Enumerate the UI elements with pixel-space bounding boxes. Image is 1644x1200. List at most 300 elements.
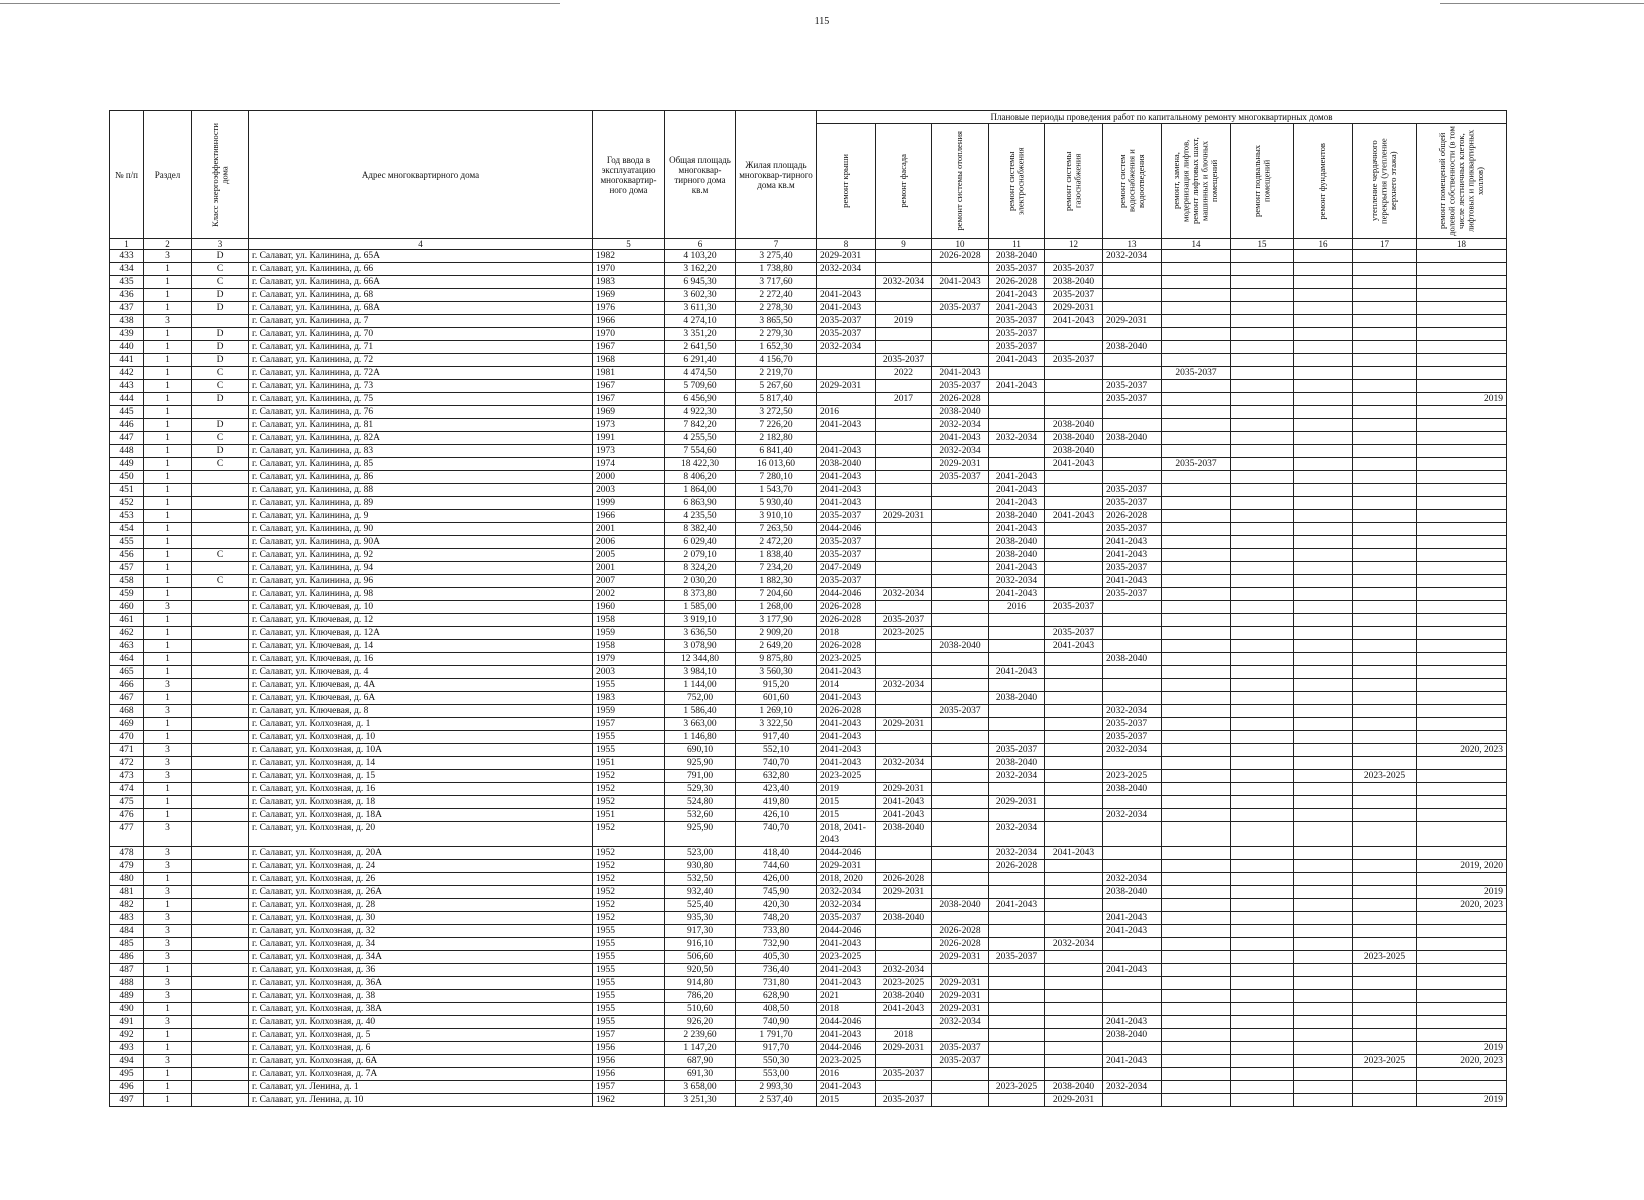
energy-class-cell	[192, 666, 249, 679]
table-row	[110, 809, 1507, 822]
address-cell: г. Салават, ул. Калинина, д. 89	[249, 497, 593, 510]
row-number-cell: 454	[110, 523, 144, 536]
living-area-cell: 3 865,50	[736, 315, 817, 328]
header-basement-repair: ремонт подвальных помещений	[1231, 124, 1294, 239]
common-premises-cell	[1417, 1016, 1507, 1029]
roof-repair-cell: 2041-2043	[817, 445, 876, 458]
roof-repair-cell: 2038-2040	[817, 458, 876, 471]
address-cell: г. Салават, ул. Ключевая, д. 12А	[249, 627, 593, 640]
attic-insulation-cell	[1353, 341, 1417, 354]
row-number-cell: 463	[110, 640, 144, 653]
address-cell: г. Салават, ул. Колхозная, д. 38А	[249, 1003, 593, 1016]
address-cell: г. Салават, ул. Колхозная, д. 34А	[249, 951, 593, 964]
year-cell: 1955	[593, 951, 665, 964]
living-area-cell: 1 791,70	[736, 1029, 817, 1042]
address-cell: г. Салават, ул. Калинина, д. 94	[249, 562, 593, 575]
foundation-repair-cell	[1294, 860, 1353, 873]
address-cell: г. Салават, ул. Ключевая, д. 4А	[249, 679, 593, 692]
total-area-cell: 523,00	[665, 847, 736, 860]
table-row	[110, 536, 1507, 549]
address-cell: г. Салават, ул. Ленина, д. 10	[249, 1094, 593, 1107]
foundation-repair-cell	[1294, 367, 1353, 380]
foundation-repair-cell	[1294, 1042, 1353, 1055]
attic-insulation-cell	[1353, 354, 1417, 367]
gas-repair-cell	[1045, 1042, 1103, 1055]
header-total-area: Общая площадь многоквар-тирного дома кв.м	[665, 111, 736, 239]
row-number-cell: 442	[110, 367, 144, 380]
total-area-cell: 690,10	[665, 744, 736, 757]
heating-repair-cell	[932, 757, 989, 770]
living-area-cell: 2 219,70	[736, 367, 817, 380]
water-repair-cell	[1103, 796, 1162, 809]
foundation-repair-cell	[1294, 899, 1353, 912]
table-row	[110, 1094, 1507, 1107]
facade-repair-cell	[876, 601, 932, 614]
attic-insulation-cell	[1353, 666, 1417, 679]
address-cell: г. Салават, ул. Калинина, д. 66	[249, 263, 593, 276]
basement-repair-cell	[1231, 302, 1294, 315]
electric-repair-cell	[989, 1042, 1045, 1055]
total-area-cell: 6 863,90	[665, 497, 736, 510]
roof-repair-cell: 2026-2028	[817, 705, 876, 718]
common-premises-cell	[1417, 367, 1507, 380]
attic-insulation-cell	[1353, 458, 1417, 471]
basement-repair-cell	[1231, 1042, 1294, 1055]
lift-repair-cell	[1162, 354, 1231, 367]
facade-repair-cell: 2035-2037	[876, 354, 932, 367]
heating-repair-cell	[932, 1094, 989, 1107]
living-area-cell: 1 652,30	[736, 341, 817, 354]
column-number: 1	[110, 239, 144, 250]
energy-class-cell	[192, 938, 249, 951]
table-row	[110, 406, 1507, 419]
row-number-cell: 477	[110, 822, 144, 847]
attic-insulation-cell	[1353, 653, 1417, 666]
living-area-cell: 2 279,30	[736, 328, 817, 341]
row-number-cell: 472	[110, 757, 144, 770]
roof-repair-cell: 2035-2037	[817, 510, 876, 523]
heating-repair-cell	[932, 601, 989, 614]
common-premises-cell	[1417, 1081, 1507, 1094]
energy-class-cell	[192, 471, 249, 484]
electric-repair-cell	[989, 1016, 1045, 1029]
attic-insulation-cell	[1353, 1003, 1417, 1016]
heating-repair-cell	[932, 860, 989, 873]
common-premises-cell	[1417, 964, 1507, 977]
foundation-repair-cell	[1294, 705, 1353, 718]
roof-repair-cell: 2032-2034	[817, 263, 876, 276]
energy-class-cell: C	[192, 549, 249, 562]
lift-repair-cell	[1162, 860, 1231, 873]
foundation-repair-cell	[1294, 977, 1353, 990]
address-cell: г. Салават, ул. Колхозная, д. 30	[249, 912, 593, 925]
gas-repair-cell	[1045, 536, 1103, 549]
heating-repair-cell: 2038-2040	[932, 406, 989, 419]
living-area-cell: 5 817,40	[736, 393, 817, 406]
energy-class-cell	[192, 731, 249, 744]
section-cell: 1	[144, 796, 192, 809]
year-cell: 1982	[593, 250, 665, 263]
heating-repair-cell: 2029-2031	[932, 977, 989, 990]
attic-insulation-cell	[1353, 302, 1417, 315]
attic-insulation-cell	[1353, 1068, 1417, 1081]
table-row	[110, 731, 1507, 744]
electric-repair-cell: 2038-2040	[989, 250, 1045, 263]
total-area-cell: 914,80	[665, 977, 736, 990]
heating-repair-cell: 2026-2028	[932, 250, 989, 263]
lift-repair-cell	[1162, 731, 1231, 744]
energy-class-cell	[192, 990, 249, 1003]
table-row	[110, 302, 1507, 315]
year-cell: 1969	[593, 406, 665, 419]
electric-repair-cell	[989, 679, 1045, 692]
basement-repair-cell	[1231, 627, 1294, 640]
heating-repair-cell	[932, 588, 989, 601]
total-area-cell: 1 586,40	[665, 705, 736, 718]
heating-repair-cell: 2026-2028	[932, 925, 989, 938]
water-repair-cell	[1103, 822, 1162, 847]
address-cell: г. Салават, ул. Колхозная, д. 6	[249, 1042, 593, 1055]
foundation-repair-cell	[1294, 419, 1353, 432]
electric-repair-cell	[989, 912, 1045, 925]
address-cell: г. Салават, ул. Ключевая, д. 4	[249, 666, 593, 679]
header-num: № п/п	[110, 111, 144, 239]
lift-repair-cell	[1162, 718, 1231, 731]
table-row	[110, 783, 1507, 796]
heating-repair-cell: 2029-2031	[932, 951, 989, 964]
header-foundation-repair: ремонт фундаментов	[1294, 124, 1353, 239]
facade-repair-cell	[876, 1016, 932, 1029]
foundation-repair-cell	[1294, 731, 1353, 744]
water-repair-cell: 2032-2034	[1103, 1081, 1162, 1094]
total-area-cell: 935,30	[665, 912, 736, 925]
total-area-cell: 2 030,20	[665, 575, 736, 588]
total-area-cell: 3 658,00	[665, 1081, 736, 1094]
facade-repair-cell	[876, 471, 932, 484]
facade-repair-cell	[876, 562, 932, 575]
address-cell: г. Салават, ул. Ленина, д. 1	[249, 1081, 593, 1094]
total-area-cell: 8 406,20	[665, 471, 736, 484]
address-cell: г. Салават, ул. Ключевая, д. 10	[249, 601, 593, 614]
row-number-cell: 433	[110, 250, 144, 263]
table-row	[110, 925, 1507, 938]
foundation-repair-cell	[1294, 328, 1353, 341]
roof-repair-cell: 2032-2034	[817, 886, 876, 899]
roof-repair-cell: 2041-2043	[817, 757, 876, 770]
facade-repair-cell	[876, 770, 932, 783]
common-premises-cell	[1417, 588, 1507, 601]
section-cell: 1	[144, 263, 192, 276]
header-year: Год ввода в эксплуатацию многоквартир-ного дома	[593, 111, 665, 239]
foundation-repair-cell	[1294, 653, 1353, 666]
water-repair-cell	[1103, 627, 1162, 640]
gas-repair-cell	[1045, 1029, 1103, 1042]
common-premises-cell: 2019	[1417, 393, 1507, 406]
water-repair-cell	[1103, 445, 1162, 458]
energy-class-cell	[192, 705, 249, 718]
attic-insulation-cell	[1353, 250, 1417, 263]
electric-repair-cell: 2038-2040	[989, 692, 1045, 705]
heating-repair-cell: 2026-2028	[932, 938, 989, 951]
water-repair-cell: 2035-2037	[1103, 523, 1162, 536]
basement-repair-cell	[1231, 770, 1294, 783]
heating-repair-cell: 2041-2043	[932, 276, 989, 289]
table-row	[110, 315, 1507, 328]
section-cell: 1	[144, 1068, 192, 1081]
total-area-cell: 510,60	[665, 1003, 736, 1016]
table-row	[110, 977, 1507, 990]
foundation-repair-cell	[1294, 588, 1353, 601]
heating-repair-cell: 2038-2040	[932, 899, 989, 912]
basement-repair-cell	[1231, 250, 1294, 263]
row-number-cell: 468	[110, 705, 144, 718]
basement-repair-cell	[1231, 860, 1294, 873]
year-cell: 1952	[593, 912, 665, 925]
row-number-cell: 435	[110, 276, 144, 289]
facade-repair-cell: 2029-2031	[876, 1042, 932, 1055]
energy-class-cell	[192, 899, 249, 912]
address-cell: г. Салават, ул. Калинина, д. 70	[249, 328, 593, 341]
section-cell: 1	[144, 276, 192, 289]
facade-repair-cell	[876, 731, 932, 744]
foundation-repair-cell	[1294, 809, 1353, 822]
facade-repair-cell	[876, 263, 932, 276]
foundation-repair-cell	[1294, 393, 1353, 406]
basement-repair-cell	[1231, 705, 1294, 718]
lift-repair-cell	[1162, 328, 1231, 341]
column-number: 2	[144, 239, 192, 250]
header-lift-repair: ремонт, замена, модернизация лифтов, ремонт лифтовых шахт, машинных и блочных помещений	[1162, 124, 1231, 239]
common-premises-cell	[1417, 471, 1507, 484]
gas-repair-cell: 2029-2031	[1045, 1094, 1103, 1107]
roof-repair-cell: 2041-2043	[817, 731, 876, 744]
living-area-cell: 601,60	[736, 692, 817, 705]
section-cell: 1	[144, 549, 192, 562]
heating-repair-cell: 2035-2037	[932, 705, 989, 718]
water-repair-cell: 2041-2043	[1103, 925, 1162, 938]
address-cell: г. Салават, ул. Калинина, д. 7	[249, 315, 593, 328]
facade-repair-cell	[876, 744, 932, 757]
lift-repair-cell	[1162, 289, 1231, 302]
section-cell: 3	[144, 744, 192, 757]
address-cell: г. Салават, ул. Колхозная, д. 26А	[249, 886, 593, 899]
living-area-cell: 748,20	[736, 912, 817, 925]
basement-repair-cell	[1231, 692, 1294, 705]
common-premises-cell	[1417, 692, 1507, 705]
total-area-cell: 8 324,20	[665, 562, 736, 575]
energy-class-cell	[192, 627, 249, 640]
lift-repair-cell	[1162, 432, 1231, 445]
heating-repair-cell	[932, 562, 989, 575]
attic-insulation-cell	[1353, 822, 1417, 847]
electric-repair-cell: 2016	[989, 601, 1045, 614]
year-cell: 1955	[593, 964, 665, 977]
living-area-cell: 740,70	[736, 822, 817, 847]
water-repair-cell: 2038-2040	[1103, 1029, 1162, 1042]
section-cell: 1	[144, 1042, 192, 1055]
living-area-cell: 7 226,20	[736, 419, 817, 432]
address-cell: г. Салават, ул. Калинина, д. 96	[249, 575, 593, 588]
total-area-cell: 524,80	[665, 796, 736, 809]
attic-insulation-cell	[1353, 445, 1417, 458]
section-cell: 1	[144, 809, 192, 822]
heating-repair-cell	[932, 653, 989, 666]
electric-repair-cell: 2038-2040	[989, 536, 1045, 549]
common-premises-cell: 2019, 2020	[1417, 860, 1507, 873]
attic-insulation-cell	[1353, 367, 1417, 380]
lift-repair-cell	[1162, 977, 1231, 990]
total-area-cell: 786,20	[665, 990, 736, 1003]
basement-repair-cell	[1231, 575, 1294, 588]
heating-repair-cell	[932, 783, 989, 796]
lift-repair-cell	[1162, 1068, 1231, 1081]
column-number: 12	[1045, 239, 1103, 250]
section-cell: 3	[144, 912, 192, 925]
roof-repair-cell: 2015	[817, 796, 876, 809]
basement-repair-cell	[1231, 588, 1294, 601]
total-area-cell: 506,60	[665, 951, 736, 964]
roof-repair-cell: 2018	[817, 1003, 876, 1016]
living-area-cell: 733,80	[736, 925, 817, 938]
living-area-cell: 1 882,30	[736, 575, 817, 588]
attic-insulation-cell	[1353, 796, 1417, 809]
address-cell: г. Салават, ул. Ключевая, д. 8	[249, 705, 593, 718]
attic-insulation-cell	[1353, 731, 1417, 744]
gas-repair-cell	[1045, 406, 1103, 419]
lift-repair-cell	[1162, 510, 1231, 523]
address-cell: г. Салават, ул. Ключевая, д. 12	[249, 614, 593, 627]
living-area-cell: 405,30	[736, 951, 817, 964]
section-cell: 1	[144, 575, 192, 588]
header-energy-class: Класс энергоэффективности дома	[192, 111, 249, 239]
common-premises-cell: 2020, 2023	[1417, 1055, 1507, 1068]
table-row	[110, 899, 1507, 912]
basement-repair-cell	[1231, 289, 1294, 302]
energy-class-cell	[192, 977, 249, 990]
heating-repair-cell	[932, 536, 989, 549]
electric-repair-cell: 2041-2043	[989, 666, 1045, 679]
attic-insulation-cell	[1353, 536, 1417, 549]
row-number-cell: 474	[110, 783, 144, 796]
common-premises-cell	[1417, 497, 1507, 510]
total-area-cell: 1 144,00	[665, 679, 736, 692]
section-cell: 1	[144, 289, 192, 302]
heating-repair-cell: 2038-2040	[932, 640, 989, 653]
common-premises-cell	[1417, 601, 1507, 614]
water-repair-cell	[1103, 990, 1162, 1003]
facade-repair-cell: 2032-2034	[876, 964, 932, 977]
energy-class-cell	[192, 912, 249, 925]
table-row	[110, 276, 1507, 289]
water-repair-cell	[1103, 679, 1162, 692]
total-area-cell: 687,90	[665, 1055, 736, 1068]
year-cell: 1976	[593, 302, 665, 315]
roof-repair-cell: 2041-2043	[817, 938, 876, 951]
top-border-line-left	[0, 3, 560, 4]
heating-repair-cell: 2026-2028	[932, 393, 989, 406]
gas-repair-cell	[1045, 951, 1103, 964]
table-row	[110, 263, 1507, 276]
gas-repair-cell	[1045, 1068, 1103, 1081]
table-row	[110, 380, 1507, 393]
gas-repair-cell	[1045, 484, 1103, 497]
lift-repair-cell	[1162, 796, 1231, 809]
living-area-cell: 7 280,10	[736, 471, 817, 484]
foundation-repair-cell	[1294, 445, 1353, 458]
facade-repair-cell	[876, 380, 932, 393]
electric-repair-cell: 2041-2043	[989, 380, 1045, 393]
water-repair-cell	[1103, 601, 1162, 614]
year-cell: 1979	[593, 653, 665, 666]
basement-repair-cell	[1231, 445, 1294, 458]
energy-class-cell	[192, 860, 249, 873]
gas-repair-cell	[1045, 796, 1103, 809]
attic-insulation-cell	[1353, 744, 1417, 757]
lift-repair-cell	[1162, 744, 1231, 757]
lift-repair-cell	[1162, 1016, 1231, 1029]
gas-repair-cell	[1045, 666, 1103, 679]
facade-repair-cell	[876, 523, 932, 536]
basement-repair-cell	[1231, 951, 1294, 964]
heating-repair-cell: 2032-2034	[932, 419, 989, 432]
facade-repair-cell: 2023-2025	[876, 627, 932, 640]
roof-repair-cell: 2014	[817, 679, 876, 692]
gas-repair-cell	[1045, 692, 1103, 705]
section-cell: 1	[144, 432, 192, 445]
table-row	[110, 873, 1507, 886]
gas-repair-cell: 2038-2040	[1045, 419, 1103, 432]
facade-repair-cell	[876, 692, 932, 705]
attic-insulation-cell	[1353, 315, 1417, 328]
foundation-repair-cell	[1294, 549, 1353, 562]
common-premises-cell	[1417, 484, 1507, 497]
heating-repair-cell: 2035-2037	[932, 380, 989, 393]
heating-repair-cell	[932, 1068, 989, 1081]
foundation-repair-cell	[1294, 757, 1353, 770]
attic-insulation-cell	[1353, 380, 1417, 393]
electric-repair-cell	[989, 614, 1045, 627]
living-area-cell: 3 322,50	[736, 718, 817, 731]
foundation-repair-cell	[1294, 263, 1353, 276]
table-row	[110, 822, 1507, 847]
total-area-cell: 7 554,60	[665, 445, 736, 458]
year-cell: 1981	[593, 367, 665, 380]
roof-repair-cell: 2029-2031	[817, 380, 876, 393]
water-repair-cell: 2035-2037	[1103, 393, 1162, 406]
gas-repair-cell: 2029-2031	[1045, 302, 1103, 315]
water-repair-cell	[1103, 458, 1162, 471]
gas-repair-cell	[1045, 873, 1103, 886]
page-number: 115	[814, 16, 830, 27]
section-cell: 1	[144, 1029, 192, 1042]
row-number-cell: 479	[110, 860, 144, 873]
foundation-repair-cell	[1294, 354, 1353, 367]
lift-repair-cell	[1162, 614, 1231, 627]
electric-repair-cell: 2041-2043	[989, 289, 1045, 302]
lift-repair-cell	[1162, 575, 1231, 588]
common-premises-cell	[1417, 627, 1507, 640]
facade-repair-cell	[876, 341, 932, 354]
gas-repair-cell: 2035-2037	[1045, 263, 1103, 276]
water-repair-cell	[1103, 692, 1162, 705]
roof-repair-cell: 2035-2037	[817, 315, 876, 328]
roof-repair-cell: 2018, 2020	[817, 873, 876, 886]
electric-repair-cell	[989, 627, 1045, 640]
basement-repair-cell	[1231, 679, 1294, 692]
common-premises-cell	[1417, 822, 1507, 847]
address-cell: г. Салават, ул. Колхозная, д. 5	[249, 1029, 593, 1042]
address-cell: г. Салават, ул. Калинина, д. 71	[249, 341, 593, 354]
